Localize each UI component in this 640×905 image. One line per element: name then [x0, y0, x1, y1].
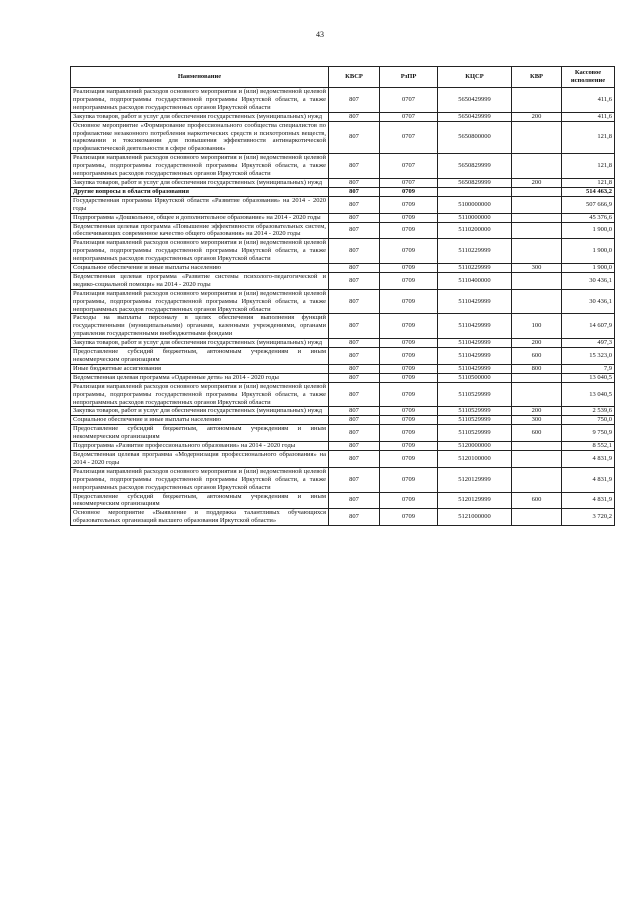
cell-rzpr: 0707 [380, 112, 438, 121]
cell-kvsr: 807 [329, 373, 380, 382]
cell-kvsr: 807 [329, 112, 380, 121]
cell-kvsr: 807 [329, 467, 380, 492]
cell-kvr [512, 272, 562, 289]
cell-kvr: 600 [512, 492, 562, 509]
cell-kvr [512, 239, 562, 264]
cell-amount: 15 323,0 [562, 348, 615, 365]
cell-kvr [512, 154, 562, 179]
cell-name: Предоставление субсидий бюджетным, автономным учреждениям и иным некоммерческим организациям [71, 348, 329, 365]
cell-kvsr: 807 [329, 196, 380, 213]
table-header-row [71, 67, 615, 88]
cell-name: Подпрограмма «Развитие профессионального образования» на 2014 - 2020 годы [71, 442, 329, 451]
cell-kvr [512, 121, 562, 154]
cell-kvsr: 807 [329, 382, 380, 407]
cell-kvr: 300 [512, 264, 562, 273]
cell-kvsr: 807 [329, 289, 380, 314]
cell-rzpr: 0709 [380, 492, 438, 509]
cell-kcsr: 5650800000 [438, 121, 512, 154]
cell-amount: 8 552,1 [562, 442, 615, 451]
cell-name: Основное мероприятие «Выявление и поддержка талантливых обучающихся образовательных организаций высшего образования Иркутской области» [71, 509, 329, 526]
cell-name: Основное мероприятие «Формирование профессионального сообщества специалистов по профилактике незаконного потребления наркотических средств и психотропных веществ, наркомании и токсикомании для повышения эффективности антинаркотической профилактической деятельности в сфере образования» [71, 121, 329, 154]
header-kcsr: КЦСР [438, 67, 512, 88]
header-rzpr: РзПР [380, 67, 438, 88]
cell-amount: 121,8 [562, 121, 615, 154]
header-name: Наименование [71, 67, 329, 88]
cell-rzpr: 0709 [380, 509, 438, 526]
cell-kvsr: 807 [329, 425, 380, 442]
table-row [71, 239, 615, 264]
cell-amount: 1 900,0 [562, 239, 615, 264]
cell-name: Реализация направлений расходов основного мероприятия и (или) ведомственной целевой программы, подпрограммы государственной программы Иркутской области, а также непрограммных расходов государственных органов Иркутской области [71, 88, 329, 113]
cell-amount: 13 040,5 [562, 373, 615, 382]
table-row [71, 416, 615, 425]
table-row [71, 407, 615, 416]
cell-rzpr: 0709 [380, 196, 438, 213]
table-row [71, 492, 615, 509]
cell-name: Предоставление субсидий бюджетным, автономным учреждениям и иным некоммерческим организациям [71, 425, 329, 442]
cell-kvr: 800 [512, 364, 562, 373]
cell-rzpr: 0709 [380, 264, 438, 273]
cell-kvr [512, 373, 562, 382]
cell-amount: 13 040,5 [562, 382, 615, 407]
cell-rzpr: 0709 [380, 373, 438, 382]
cell-kvr [512, 196, 562, 213]
cell-kvr [512, 442, 562, 451]
table-body [71, 88, 615, 526]
cell-kvr [512, 382, 562, 407]
cell-rzpr: 0707 [380, 154, 438, 179]
cell-rzpr: 0709 [380, 314, 438, 339]
header-kvsr: КВСР [329, 67, 380, 88]
table-row [71, 272, 615, 289]
cell-name: Подпрограмма «Дошкольное, общее и дополнительное образование» на 2014 - 2020 годы [71, 213, 329, 222]
cell-kvsr: 807 [329, 442, 380, 451]
cell-amount: 507 666,9 [562, 196, 615, 213]
cell-name: Закупка товаров, работ и услуг для обеспечения государственных (муниципальных) нужд [71, 178, 329, 187]
cell-amount: 411,6 [562, 88, 615, 113]
cell-kcsr: 5110000000 [438, 213, 512, 222]
header-kvr: КВР [512, 67, 562, 88]
cell-amount: 30 436,1 [562, 272, 615, 289]
cell-kvr [512, 213, 562, 222]
cell-kvr: 200 [512, 339, 562, 348]
cell-name: Ведомственная целевая программа «Модернизация профессионального образования» на 2014 - 2020 годы [71, 450, 329, 467]
cell-kvr [512, 187, 562, 196]
cell-name: Ведомственная целевая программа «Одаренные дети» на 2014 - 2020 годы [71, 373, 329, 382]
cell-name: Социальное обеспечение и иные выплаты населению [71, 264, 329, 273]
cell-rzpr: 0707 [380, 178, 438, 187]
table-row [71, 509, 615, 526]
cell-kvsr: 807 [329, 88, 380, 113]
cell-name: Реализация направлений расходов основного мероприятия и (или) ведомственной целевой программы, подпрограммы государственной программы Иркутской области, а также непрограммных расходов государственных органов Иркутской области [71, 382, 329, 407]
cell-rzpr: 0709 [380, 348, 438, 365]
cell-kcsr: 5650429999 [438, 112, 512, 121]
cell-amount: 497,3 [562, 339, 615, 348]
cell-name: Государственная программа Иркутской области «Развитие образования» на 2014 - 2020 годы [71, 196, 329, 213]
cell-kvr [512, 450, 562, 467]
cell-kvsr: 807 [329, 121, 380, 154]
budget-table [70, 66, 615, 526]
cell-rzpr: 0707 [380, 121, 438, 154]
table-row [71, 382, 615, 407]
cell-kvr: 200 [512, 178, 562, 187]
cell-kcsr: 5110229999 [438, 264, 512, 273]
table-row [71, 467, 615, 492]
table-row [71, 348, 615, 365]
cell-kcsr: 5650429999 [438, 88, 512, 113]
cell-kcsr: 5110429999 [438, 314, 512, 339]
cell-kcsr: 5120129999 [438, 492, 512, 509]
cell-name: Социальное обеспечение и иные выплаты населению [71, 416, 329, 425]
cell-rzpr: 0709 [380, 442, 438, 451]
cell-kvsr: 807 [329, 178, 380, 187]
cell-amount: 30 436,1 [562, 289, 615, 314]
cell-name: Закупка товаров, работ и услуг для обеспечения государственных (муниципальных) нужд [71, 339, 329, 348]
cell-kvsr: 807 [329, 187, 380, 196]
cell-rzpr: 0709 [380, 467, 438, 492]
cell-kcsr: 5650829999 [438, 154, 512, 179]
cell-name: Реализация направлений расходов основного мероприятия и (или) ведомственной целевой программы, подпрограммы государственной программы Иркутской области, а также непрограммных расходов государственных органов Иркутской области [71, 467, 329, 492]
cell-rzpr: 0709 [380, 425, 438, 442]
cell-kvr: 300 [512, 416, 562, 425]
cell-amount: 4 831,9 [562, 492, 615, 509]
table-row [71, 264, 615, 273]
cell-kcsr: 5110429999 [438, 364, 512, 373]
cell-rzpr: 0709 [380, 289, 438, 314]
cell-amount: 121,8 [562, 154, 615, 179]
table-row [71, 442, 615, 451]
cell-kvr: 600 [512, 425, 562, 442]
page-number: 43 [316, 30, 324, 39]
cell-kvsr: 807 [329, 509, 380, 526]
cell-amount: 45 376,6 [562, 213, 615, 222]
cell-name: Ведомственная целевая программа «Повышение эффективности образовательных систем, обеспечивающих современное качество общего образования» на 2014 - 2020 годы [71, 222, 329, 239]
cell-kvsr: 807 [329, 222, 380, 239]
cell-kvsr: 807 [329, 213, 380, 222]
cell-kcsr: 5110529999 [438, 407, 512, 416]
cell-rzpr: 0709 [380, 450, 438, 467]
cell-kvr [512, 88, 562, 113]
cell-kvr: 100 [512, 314, 562, 339]
cell-kcsr: 5110500000 [438, 373, 512, 382]
cell-kcsr: 5110229999 [438, 239, 512, 264]
cell-kvr: 200 [512, 407, 562, 416]
cell-kvr [512, 222, 562, 239]
cell-rzpr: 0709 [380, 213, 438, 222]
cell-amount: 121,8 [562, 178, 615, 187]
cell-name: Предоставление субсидий бюджетным, автономным учреждениям и иным некоммерческим организациям [71, 492, 329, 509]
cell-amount: 750,0 [562, 416, 615, 425]
cell-kvr: 200 [512, 112, 562, 121]
cell-kcsr: 5120000000 [438, 442, 512, 451]
cell-rzpr: 0709 [380, 364, 438, 373]
cell-name: Реализация направлений расходов основного мероприятия и (или) ведомственной целевой программы, подпрограммы государственной программы Иркутской области, а также непрограммных расходов государственных органов Иркутской области [71, 239, 329, 264]
cell-kcsr: 5110429999 [438, 348, 512, 365]
cell-name: Реализация направлений расходов основного мероприятия и (или) ведомственной целевой программы, подпрограммы государственной программы Иркутской области, а также непрограммных расходов государственных органов Иркутской области [71, 154, 329, 179]
cell-kvsr: 807 [329, 264, 380, 273]
cell-kcsr: 5110200000 [438, 222, 512, 239]
cell-kcsr: 5110429999 [438, 339, 512, 348]
cell-name: Закупка товаров, работ и услуг для обеспечения государственных (муниципальных) нужд [71, 407, 329, 416]
table-row [71, 112, 615, 121]
cell-amount: 7,9 [562, 364, 615, 373]
cell-amount: 14 607,9 [562, 314, 615, 339]
cell-kvr [512, 509, 562, 526]
table-row [71, 450, 615, 467]
cell-name: Ведомственная целевая программа «Развитие системы психолого-педагогической и медико-социальной помощи» на 2014 - 2020 годы [71, 272, 329, 289]
table-row [71, 196, 615, 213]
cell-amount: 514 463,2 [562, 187, 615, 196]
table-row [71, 154, 615, 179]
cell-kvsr: 807 [329, 364, 380, 373]
cell-kvsr: 807 [329, 272, 380, 289]
header-amount: Кассовое исполнение [562, 67, 615, 88]
cell-kvsr: 807 [329, 416, 380, 425]
cell-rzpr: 0709 [380, 339, 438, 348]
cell-rzpr: 0709 [380, 222, 438, 239]
cell-kcsr: 5110529999 [438, 425, 512, 442]
cell-kcsr: 5120129999 [438, 467, 512, 492]
cell-kvr [512, 289, 562, 314]
table-row [71, 425, 615, 442]
cell-kcsr: 5120100000 [438, 450, 512, 467]
cell-amount: 9 750,9 [562, 425, 615, 442]
cell-kcsr: 5110529999 [438, 382, 512, 407]
cell-rzpr: 0709 [380, 382, 438, 407]
cell-amount: 4 831,9 [562, 450, 615, 467]
table-row [71, 289, 615, 314]
cell-name: Другие вопросы в области образования [71, 187, 329, 196]
cell-kcsr: 5110400000 [438, 272, 512, 289]
cell-kvsr: 807 [329, 492, 380, 509]
cell-kvsr: 807 [329, 154, 380, 179]
cell-kvsr: 807 [329, 407, 380, 416]
cell-kcsr [438, 187, 512, 196]
table-row [71, 213, 615, 222]
cell-kvsr: 807 [329, 348, 380, 365]
cell-kcsr: 5650829999 [438, 178, 512, 187]
table-row [71, 187, 615, 196]
cell-kvr [512, 467, 562, 492]
cell-rzpr: 0709 [380, 239, 438, 264]
table-row [71, 314, 615, 339]
table-row [71, 88, 615, 113]
cell-name: Реализация направлений расходов основного мероприятия и (или) ведомственной целевой программы, подпрограммы государственной программы Иркутской области, а также непрограммных расходов государственных органов Иркутской области [71, 289, 329, 314]
cell-kcsr: 5100000000 [438, 196, 512, 213]
cell-rzpr: 0709 [380, 187, 438, 196]
table-row [71, 121, 615, 154]
cell-rzpr: 0707 [380, 88, 438, 113]
table-row [71, 364, 615, 373]
cell-amount: 4 831,9 [562, 467, 615, 492]
cell-rzpr: 0709 [380, 416, 438, 425]
cell-kvr: 600 [512, 348, 562, 365]
cell-rzpr: 0709 [380, 407, 438, 416]
table-row [71, 222, 615, 239]
cell-rzpr: 0709 [380, 272, 438, 289]
cell-amount: 411,6 [562, 112, 615, 121]
cell-name: Иные бюджетные ассигнования [71, 364, 329, 373]
cell-kcsr: 5110529999 [438, 416, 512, 425]
cell-amount: 1 900,0 [562, 222, 615, 239]
cell-amount: 1 900,0 [562, 264, 615, 273]
cell-kvsr: 807 [329, 314, 380, 339]
cell-name: Расходы на выплаты персоналу в целях обеспечения выполнения функций государственными (муниципальными) органами, казенными учреждениями, органами управления государственными внебюджетными фондами [71, 314, 329, 339]
cell-name: Закупка товаров, работ и услуг для обеспечения государственных (муниципальных) нужд [71, 112, 329, 121]
table-row [71, 339, 615, 348]
cell-amount: 3 720,2 [562, 509, 615, 526]
cell-kvsr: 807 [329, 239, 380, 264]
cell-kcsr: 5110429999 [438, 289, 512, 314]
cell-kvsr: 807 [329, 339, 380, 348]
cell-amount: 2 539,6 [562, 407, 615, 416]
table-row [71, 373, 615, 382]
cell-kvsr: 807 [329, 450, 380, 467]
table-row [71, 178, 615, 187]
cell-kcsr: 5121000000 [438, 509, 512, 526]
